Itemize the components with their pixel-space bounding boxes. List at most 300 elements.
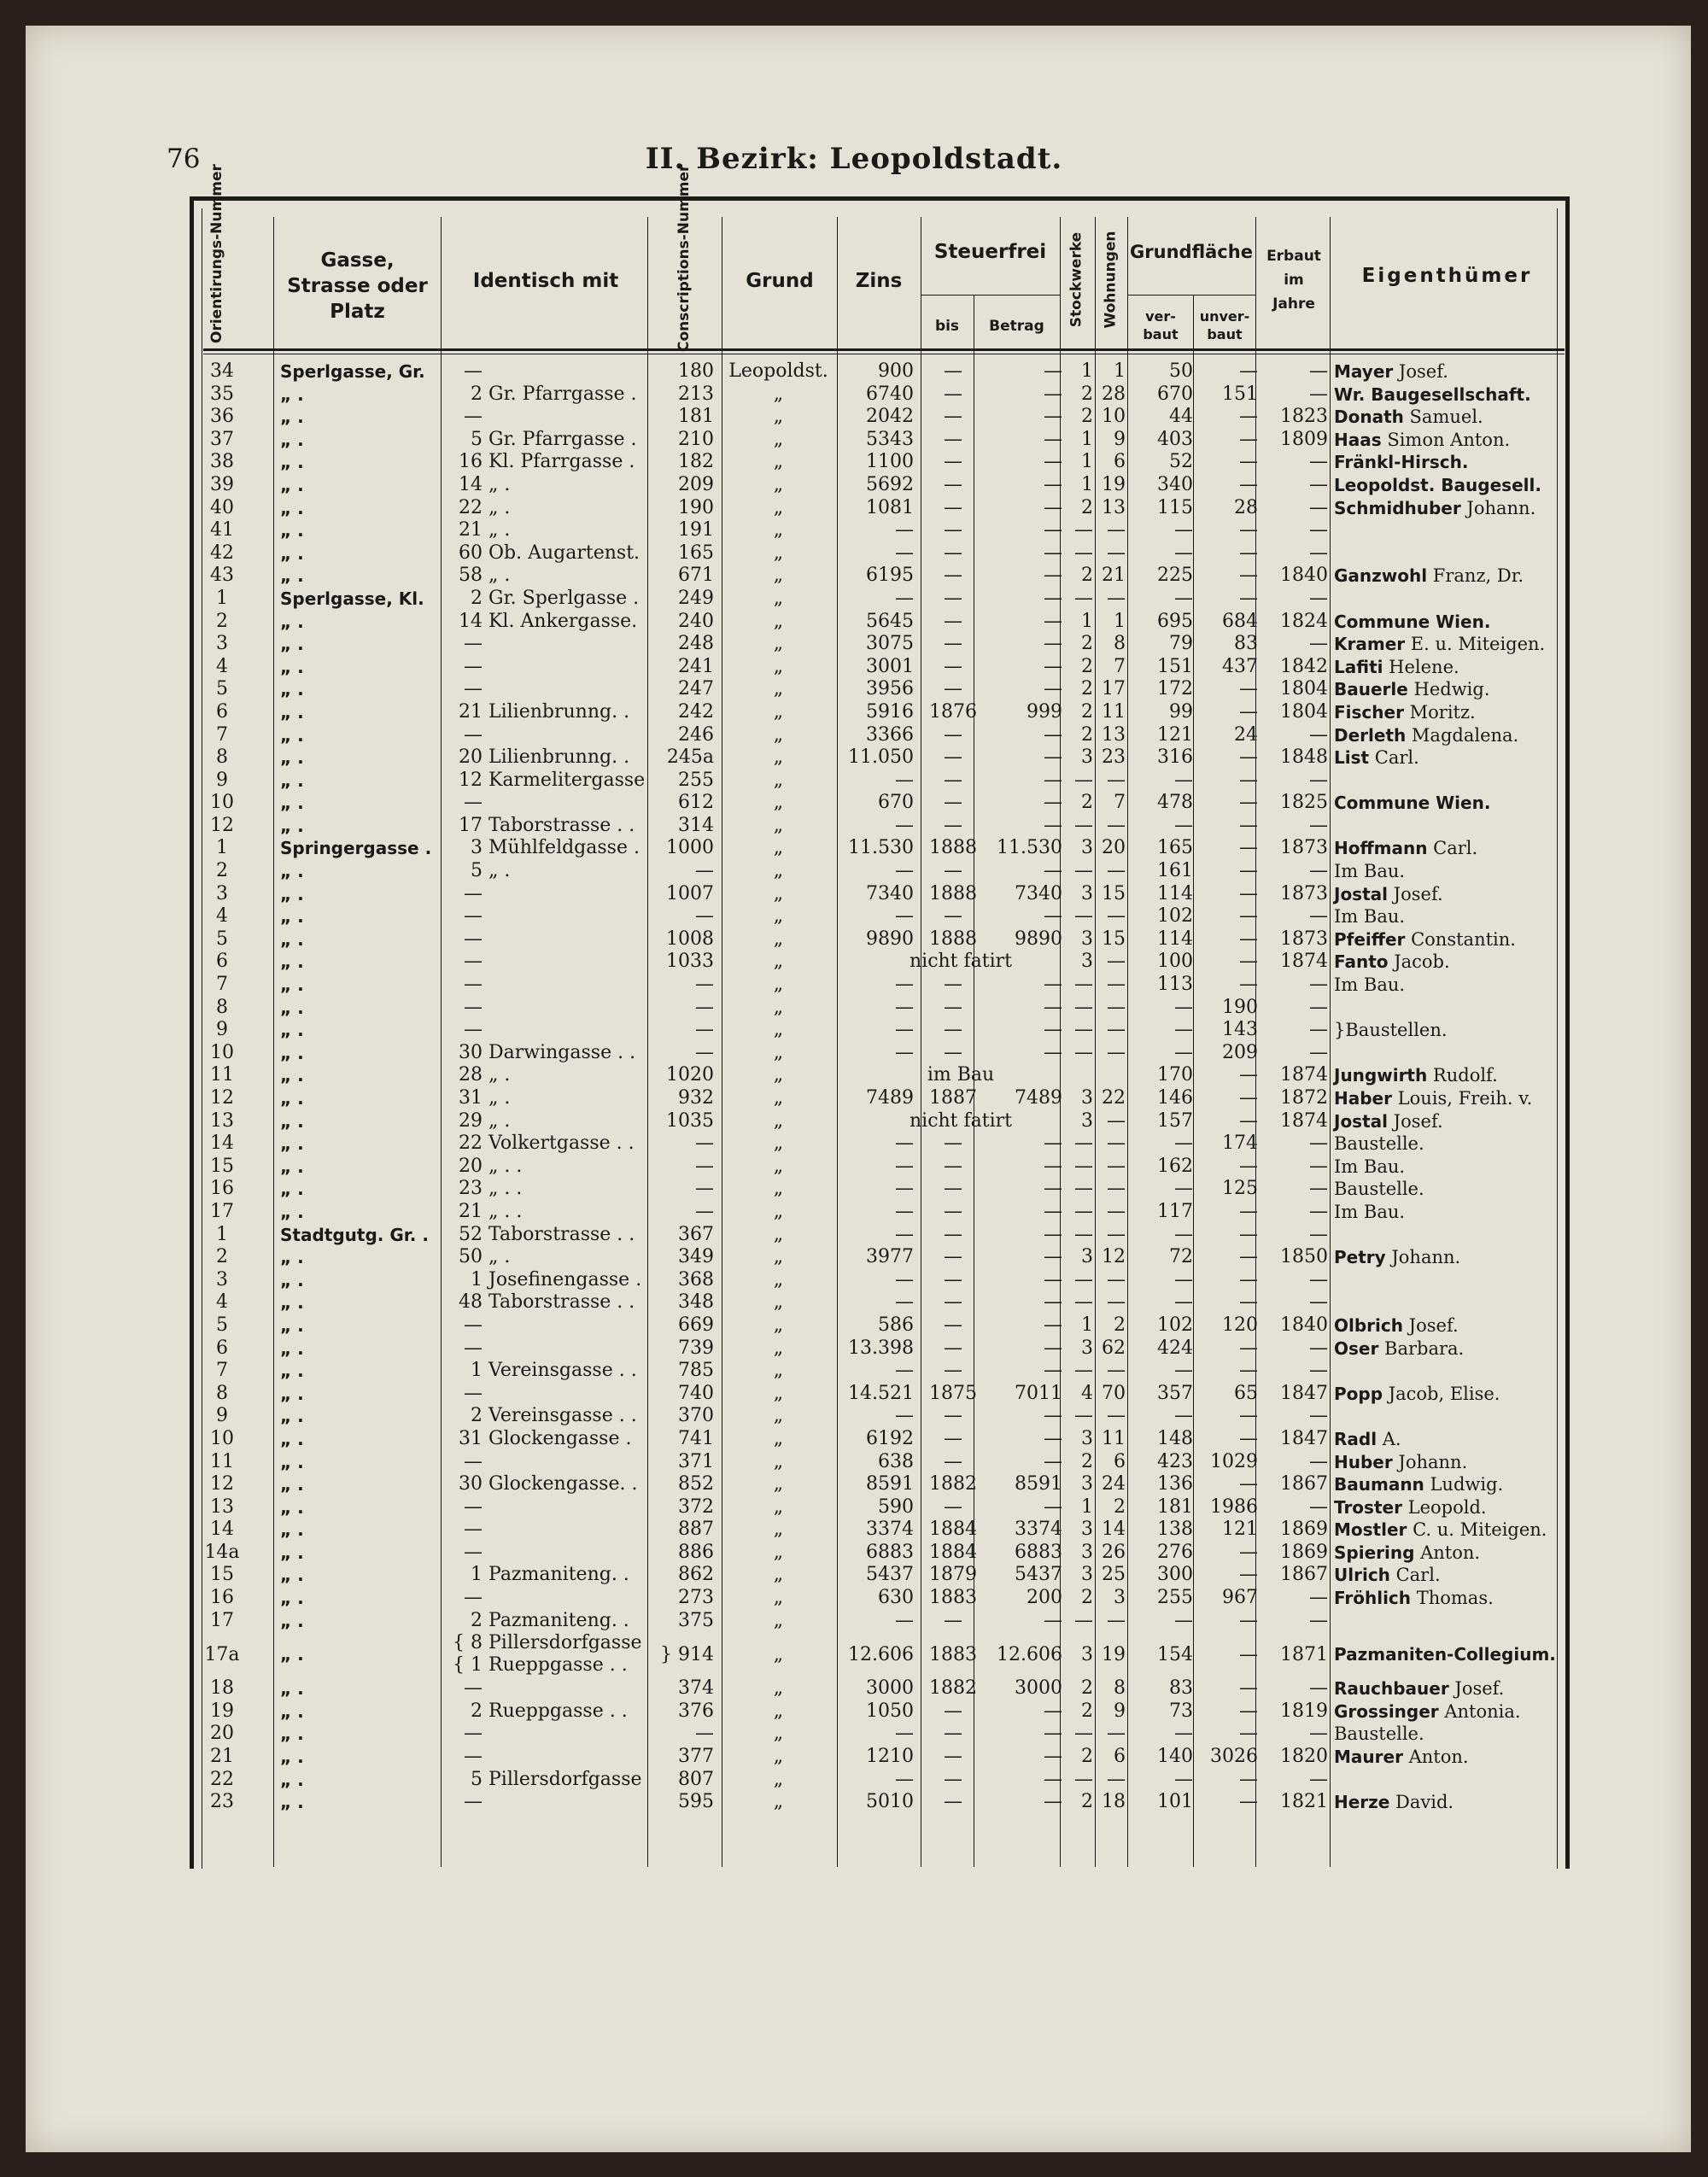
cell-stockwerke: — <box>1074 587 1093 609</box>
cell-unverbaut: — <box>1239 678 1258 700</box>
cell-erbaut: — <box>1309 905 1328 928</box>
cell-identisch: „ . . <box>488 1178 523 1200</box>
cell-conscription: 245a <box>666 746 714 769</box>
cell-eigenthuemer <box>1334 360 1582 383</box>
cell-wohnungen: 6 <box>1114 1746 1126 1768</box>
cell-wohnungen: 6 <box>1114 451 1126 473</box>
cell-unverbaut: — <box>1239 1723 1258 1745</box>
cell-verbaut: 181 <box>1157 1495 1193 1518</box>
cell-wohnungen: — <box>1107 860 1126 882</box>
cell-erbaut: 1847 <box>1280 1427 1328 1449</box>
cell-wohnungen: — <box>1107 769 1126 791</box>
cell-orientierung: 15 <box>210 1564 234 1586</box>
cell-gasse: „ . <box>280 1474 304 1495</box>
cell-erbaut: 1804 <box>1280 678 1328 700</box>
cell-conscription: — <box>695 905 714 928</box>
cell-gasse-nummer: 48 <box>459 1291 483 1314</box>
cell-orientierung: 17 <box>210 1200 234 1222</box>
cell-zins: — <box>895 1155 914 1177</box>
cell-verbaut: 276 <box>1157 1541 1193 1563</box>
cell-conscription: — <box>695 1132 714 1155</box>
cell-zins: — <box>895 1291 914 1314</box>
cell-verbaut: 151 <box>1157 655 1193 677</box>
cell-grund: „ <box>773 974 784 996</box>
cell-gasse-nummer: 2 <box>471 1700 483 1722</box>
cell-eigenthuemer <box>1334 656 1582 679</box>
cell-conscription: 862 <box>678 1564 714 1586</box>
cell-gasse: „ . <box>280 1201 304 1222</box>
cell-erbaut: — <box>1309 1405 1328 1427</box>
cell-wohnungen: 1 <box>1114 610 1126 632</box>
cell-eigenthuemer <box>1334 883 1582 906</box>
header-orientierungs: Orientirungs-Nummer <box>208 164 225 343</box>
cell-stockwerke: — <box>1074 1768 1093 1790</box>
cell-stockwerke: 3 <box>1081 1337 1093 1359</box>
cell-steuerfrei-bis: — <box>944 769 962 791</box>
cell-zins: — <box>895 519 914 541</box>
cell-erbaut: 1874 <box>1280 951 1328 973</box>
cell-grund: „ <box>773 1644 784 1666</box>
owner-given: Barbara. <box>1378 1337 1465 1359</box>
cell-wohnungen: 8 <box>1114 1677 1126 1700</box>
cell-erbaut: — <box>1309 1223 1328 1245</box>
cell-conscription: 182 <box>678 451 714 473</box>
table-row <box>0 1246 1708 1269</box>
cell-zins: 11.530 <box>848 837 914 859</box>
cell-conscription: 1035 <box>666 1109 714 1132</box>
cell-steuerfrei-bis: — <box>944 1405 962 1427</box>
cell-unverbaut: — <box>1239 1064 1258 1086</box>
cell-eigenthuemer <box>1334 1383 1582 1406</box>
owner-given: Samuel. <box>1403 407 1483 428</box>
cell-wohnungen: 22 <box>1102 1087 1126 1109</box>
cell-gasse-nummer: 30 <box>459 1473 483 1495</box>
cell-zins: 6883 <box>866 1541 914 1563</box>
cell-erbaut: — <box>1309 860 1328 882</box>
cell-unverbaut: — <box>1239 882 1258 904</box>
cell-orientierung: 43 <box>210 565 234 587</box>
cell-verbaut: — <box>1174 1223 1193 1245</box>
cell-unverbaut: 3026 <box>1210 1746 1258 1768</box>
cell-stockwerke: 2 <box>1081 383 1093 405</box>
cell-conscription: 741 <box>678 1427 714 1449</box>
cell-gasse: Springergasse . <box>280 838 432 859</box>
cell-verbaut: 114 <box>1157 882 1193 904</box>
cell-steuerfrei-bis: 1876 <box>929 700 977 723</box>
cell-grund: „ <box>773 1700 784 1722</box>
cell-verbaut: — <box>1174 1609 1193 1631</box>
owner-surname: Huber <box>1334 1451 1393 1472</box>
owner-surname: Oser <box>1334 1337 1379 1359</box>
owner-given: E. u. Miteigen. <box>1405 634 1546 655</box>
cell-steuerfrei-betrag: 200 <box>1027 1587 1062 1609</box>
cell-steuerfrei-bis: — <box>944 1723 962 1745</box>
cell-unverbaut: 684 <box>1222 610 1258 632</box>
table-row <box>0 1201 1708 1224</box>
cell-zins: 6192 <box>866 1427 914 1449</box>
cell-verbaut: 44 <box>1169 406 1193 428</box>
table-row <box>0 1451 1708 1474</box>
cell-steuerfrei-betrag: — <box>1044 519 1062 541</box>
cell-gasse-nummer: 1 <box>471 1360 483 1382</box>
table-row <box>0 1360 1708 1383</box>
cell-zins-note: nicht fatirt <box>909 1109 1013 1132</box>
cell-unverbaut: — <box>1239 565 1258 587</box>
cell-wohnungen: 18 <box>1102 1791 1126 1813</box>
cell-unverbaut: — <box>1239 1700 1258 1722</box>
cell-unverbaut: 28 <box>1234 496 1258 518</box>
cell-unverbaut: — <box>1239 905 1258 928</box>
cell-orientierung: 6 <box>216 951 228 973</box>
owner-given: Ludwig. <box>1424 1474 1504 1495</box>
cell-orientierung: 17 <box>210 1609 234 1631</box>
cell-wohnungen: — <box>1107 996 1126 1018</box>
cell-erbaut: — <box>1309 1723 1328 1745</box>
table-row <box>0 815 1708 838</box>
cell-gasse-nummer-line: { 1 <box>453 1654 483 1677</box>
cell-gasse: „ . <box>280 1747 304 1768</box>
cell-steuerfrei-bis: — <box>944 1746 962 1768</box>
cell-conscription: 740 <box>678 1382 714 1404</box>
cell-gasse-nummer: 29 <box>459 1109 483 1132</box>
cell-grund: „ <box>773 655 784 677</box>
cell-steuerfrei-bis: — <box>944 473 962 495</box>
cell-stockwerke: — <box>1074 814 1093 836</box>
cell-unverbaut: — <box>1239 406 1258 428</box>
cell-conscription: 1007 <box>666 882 714 904</box>
cell-eigenthuemer <box>1334 974 1582 997</box>
cell-erbaut: 1874 <box>1280 1109 1328 1132</box>
cell-steuerfrei-betrag: — <box>1044 1723 1062 1745</box>
cell-zins: 2042 <box>866 406 914 428</box>
cell-erbaut: 1871 <box>1280 1644 1328 1666</box>
cell-conscription: 191 <box>678 519 714 541</box>
owner-given: Helene. <box>1383 656 1459 677</box>
cell-erbaut: 1804 <box>1280 700 1328 723</box>
cell-wohnungen: — <box>1107 951 1126 973</box>
cell-gasse: „ . <box>280 747 304 769</box>
table-row <box>0 860 1708 883</box>
cell-verbaut: — <box>1174 1268 1193 1290</box>
cell-eigenthuemer <box>1334 1632 1582 1677</box>
table-row <box>0 1314 1708 1337</box>
cell-conscription: 1008 <box>666 928 714 950</box>
cell-eigenthuemer <box>1334 837 1582 860</box>
cell-eigenthuemer <box>1334 1677 1582 1700</box>
cell-grund: „ <box>773 1564 784 1586</box>
table-row <box>0 724 1708 747</box>
cell-gasse-nummer: 14 <box>459 610 483 632</box>
owner-given: Im Bau. <box>1334 906 1406 928</box>
cell-gasse-nummer: — <box>464 1519 483 1541</box>
cell-steuerfrei-betrag: — <box>1044 792 1062 814</box>
cell-steuerfrei-betrag: — <box>1044 1337 1062 1359</box>
cell-zins: 3000 <box>866 1677 914 1700</box>
cell-eigenthuemer <box>1334 1428 1582 1451</box>
table-row <box>0 951 1708 974</box>
cell-gasse: „ . <box>280 565 304 587</box>
table-row <box>0 565 1708 588</box>
cell-steuerfrei-bis: — <box>944 1155 962 1177</box>
cell-steuerfrei-bis: — <box>944 1609 962 1631</box>
owner-surname: Fröhlich <box>1334 1588 1412 1609</box>
cell-gasse: „ . <box>280 1428 304 1449</box>
cell-steuerfrei-bis: — <box>944 565 962 587</box>
cell-gasse-nummer: 22 <box>459 496 483 518</box>
cell-steuerfrei-betrag: — <box>1044 814 1062 836</box>
cell-eigenthuemer <box>1334 905 1582 928</box>
cell-steuerfrei-bis: — <box>944 496 962 518</box>
cell-verbaut: 165 <box>1157 837 1193 859</box>
cell-steuerfrei-betrag: 3000 <box>1015 1677 1062 1700</box>
cell-zins: 670 <box>878 792 914 814</box>
cell-orientierung: 21 <box>210 1746 234 1768</box>
cell-steuerfrei-betrag: — <box>1044 1450 1062 1472</box>
cell-grund: „ <box>773 383 784 405</box>
cell-identisch: Lilienbrunng. . <box>488 700 630 723</box>
owner-given: Johann. <box>1385 1247 1461 1268</box>
cell-verbaut: 423 <box>1157 1450 1193 1472</box>
cell-unverbaut: — <box>1239 1473 1258 1495</box>
cell-wohnungen: 20 <box>1102 837 1126 859</box>
cell-stockwerke: 3 <box>1081 1541 1093 1563</box>
cell-identisch: Glockengasse . <box>488 1427 632 1449</box>
cell-grund: „ <box>773 451 784 473</box>
cell-unverbaut: — <box>1239 1109 1258 1132</box>
cell-unverbaut: — <box>1239 1360 1258 1382</box>
cell-steuerfrei-bis: 1882 <box>929 1677 977 1700</box>
cell-gasse-nummer: 2 <box>471 1405 483 1427</box>
cell-zins: — <box>895 905 914 928</box>
cell-gasse: „ . <box>280 1292 304 1314</box>
cell-wohnungen: 13 <box>1102 723 1126 746</box>
cell-wohnungen: — <box>1107 905 1126 928</box>
cell-steuerfrei-bis: — <box>944 1178 962 1200</box>
cell-steuerfrei-betrag: — <box>1044 1223 1062 1245</box>
cell-steuerfrei-bis: 1884 <box>929 1519 977 1541</box>
cell-eigenthuemer <box>1334 633 1582 656</box>
cell-erbaut: — <box>1309 1609 1328 1631</box>
cell-conscription: 377 <box>678 1746 714 1768</box>
cell-stockwerke: 1 <box>1081 428 1093 450</box>
cell-gasse-nummer: — <box>464 1791 483 1813</box>
cell-verbaut: 115 <box>1157 496 1193 518</box>
cell-grund: „ <box>773 1473 784 1495</box>
cell-unverbaut: 120 <box>1222 1314 1258 1336</box>
cell-conscription: 372 <box>678 1495 714 1518</box>
cell-steuerfrei-bis: — <box>944 814 962 836</box>
cell-zins: 1081 <box>866 496 914 518</box>
table-row <box>0 701 1708 724</box>
cell-eigenthuemer <box>1334 701 1582 724</box>
cell-unverbaut: — <box>1239 860 1258 882</box>
cell-verbaut: 340 <box>1157 473 1193 495</box>
cell-gasse-nummer: 2 <box>471 1609 483 1631</box>
cell-orientierung: 4 <box>216 905 228 928</box>
cell-orientierung: 17a <box>204 1644 240 1666</box>
cell-zins: — <box>895 1768 914 1790</box>
cell-grund: „ <box>773 496 784 518</box>
table-row <box>0 1519 1708 1542</box>
cell-stockwerke: 3 <box>1081 1427 1093 1449</box>
cell-zins: 590 <box>878 1495 914 1518</box>
cell-conscription: 210 <box>678 428 714 450</box>
cell-gasse-nummer: 2 <box>471 383 483 405</box>
cell-orientierung: 6 <box>216 1337 228 1359</box>
cell-grund: „ <box>773 792 784 814</box>
cell-identisch: Josefinengasse . <box>488 1268 642 1290</box>
cell-steuerfrei-bis: — <box>944 1450 962 1472</box>
cell-grund: „ <box>773 610 784 632</box>
cell-zins: 3001 <box>866 655 914 677</box>
cell-gasse-nummer: 5 <box>471 1768 483 1790</box>
cell-gasse: „ . <box>280 906 304 928</box>
cell-conscription: 374 <box>678 1677 714 1700</box>
cell-zins: 3075 <box>866 633 914 655</box>
owner-surname: Fränkl-Hirsch. <box>1334 452 1469 473</box>
cell-verbaut: 225 <box>1157 565 1193 587</box>
owner-given: Im Bau. <box>1334 974 1406 996</box>
cell-gasse: „ . <box>280 1451 304 1472</box>
cell-steuerfrei-betrag: — <box>1044 360 1062 382</box>
cell-steuerfrei-betrag: 8591 <box>1015 1473 1062 1495</box>
owner-given: Josef. <box>1448 1678 1505 1700</box>
cell-identisch: „ . <box>488 565 511 587</box>
owner-surname: Kramer <box>1334 634 1406 655</box>
cell-grund: „ <box>773 769 784 791</box>
cell-eigenthuemer <box>1334 565 1582 588</box>
table-row <box>0 1769 1708 1792</box>
cell-orientierung: 1 <box>216 837 228 859</box>
cell-orientierung: 15 <box>210 1155 234 1177</box>
cell-orientierung: 42 <box>210 541 234 564</box>
header-betrag: Betrag <box>989 318 1044 335</box>
cell-grund: „ <box>773 1268 784 1290</box>
cell-gasse-nummer: 50 <box>459 1246 483 1268</box>
cell-stockwerke: 3 <box>1081 1246 1093 1268</box>
table-row <box>0 905 1708 928</box>
owner-surname: List <box>1334 747 1370 769</box>
cell-conscription: 1020 <box>666 1064 714 1086</box>
cell-zins: 1210 <box>866 1746 914 1768</box>
cell-steuerfrei-bis: — <box>944 1427 962 1449</box>
cell-identisch: „ . . <box>488 1155 523 1177</box>
cell-grund: „ <box>773 1768 784 1790</box>
cell-conscription: 240 <box>678 610 714 632</box>
cell-wohnungen: — <box>1107 1041 1126 1063</box>
cell-steuerfrei-bis: — <box>944 383 962 405</box>
cell-gasse-nummer: 60 <box>459 541 483 564</box>
header-steuerfrei: Steuerfrei <box>933 241 1047 263</box>
cell-unverbaut: — <box>1239 1427 1258 1449</box>
cell-eigenthuemer <box>1334 928 1582 951</box>
cell-verbaut: 114 <box>1157 928 1193 950</box>
cell-stockwerke: — <box>1074 1723 1093 1745</box>
cell-grund: „ <box>773 928 784 950</box>
cell-stockwerke: 2 <box>1081 1791 1093 1813</box>
cell-verbaut: 101 <box>1157 1791 1193 1813</box>
cell-stockwerke: — <box>1074 905 1093 928</box>
cell-wohnungen: 19 <box>1102 473 1126 495</box>
owner-given: Josef. <box>1393 361 1448 382</box>
cell-identisch: Pazmaniteng. . <box>488 1609 629 1631</box>
header-eigenthuemer: Eigenthümer <box>1361 265 1533 287</box>
cell-erbaut: 1840 <box>1280 1314 1328 1336</box>
cell-grund: „ <box>773 905 784 928</box>
cell-verbaut: 478 <box>1157 792 1193 814</box>
cell-steuerfrei-bis: 1883 <box>929 1587 977 1609</box>
cell-verbaut: 255 <box>1157 1587 1193 1609</box>
steuerfrei-subrule <box>921 295 1060 296</box>
cell-verbaut: 154 <box>1157 1644 1193 1666</box>
cell-erbaut: — <box>1309 1268 1328 1290</box>
table-row <box>0 997 1708 1020</box>
cell-orientierung: 8 <box>216 1382 228 1404</box>
cell-zins: 6195 <box>866 565 914 587</box>
cell-verbaut: — <box>1174 1723 1193 1745</box>
cell-erbaut: — <box>1309 541 1328 564</box>
cell-orientierung: 13 <box>210 1495 234 1518</box>
owner-surname: Pazmaniten-Collegium. <box>1334 1644 1556 1665</box>
cell-steuerfrei-betrag: — <box>1044 746 1062 769</box>
cell-orientierung: 23 <box>210 1791 234 1813</box>
cell-orientierung: 2 <box>216 610 228 632</box>
cell-gasse-nummer-line: { 8 <box>453 1632 483 1654</box>
owner-given: Baustelle. <box>1334 1179 1424 1200</box>
cell-conscription: 246 <box>678 723 714 746</box>
owner-given: Franz, Dr. <box>1427 565 1524 587</box>
cell-wohnungen: 28 <box>1102 383 1126 405</box>
cell-gasse-nummer: — <box>464 1450 483 1472</box>
cell-zins: — <box>895 860 914 882</box>
cell-orientierung: 37 <box>210 428 234 450</box>
cell-wohnungen: — <box>1107 1360 1126 1382</box>
cell-steuerfrei-bis: — <box>944 519 962 541</box>
cell-erbaut: — <box>1309 519 1328 541</box>
cell-erbaut: 1825 <box>1280 792 1328 814</box>
table-row <box>0 1677 1708 1700</box>
cell-grund: „ <box>773 951 784 973</box>
table-row <box>0 360 1708 383</box>
cell-steuerfrei-bis: — <box>944 1132 962 1155</box>
cell-grund: „ <box>773 473 784 495</box>
table-row <box>0 1087 1708 1110</box>
cell-steuerfrei-bis: 1879 <box>929 1564 977 1586</box>
cell-orientierung: 10 <box>210 792 234 814</box>
cell-identisch: „ . <box>488 496 511 518</box>
cell-identisch: Vereinsgasse . . <box>488 1360 637 1382</box>
cell-conscription: 671 <box>678 565 714 587</box>
cell-eigenthuemer <box>1334 1087 1582 1110</box>
cell-grund: „ <box>773 814 784 836</box>
cell-conscription: 213 <box>678 383 714 405</box>
cell-zins: — <box>895 1405 914 1427</box>
cell-conscription: 887 <box>678 1519 714 1541</box>
owner-surname: Popp <box>1334 1383 1383 1404</box>
owner-given: Carl. <box>1427 838 1478 859</box>
cell-grund: „ <box>773 1382 784 1404</box>
cell-identisch: „ . . <box>488 1200 523 1222</box>
cell-gasse: „ . <box>280 1179 304 1200</box>
cell-wohnungen: 9 <box>1114 428 1126 450</box>
cell-unverbaut: 143 <box>1222 1019 1258 1041</box>
cell-verbaut: 157 <box>1157 1109 1193 1132</box>
cell-eigenthuemer <box>1334 1110 1582 1133</box>
cell-conscription: 368 <box>678 1268 714 1290</box>
cell-stockwerke: — <box>1074 1405 1093 1427</box>
cell-erbaut: — <box>1309 633 1328 655</box>
cell-eigenthuemer <box>1334 429 1582 452</box>
